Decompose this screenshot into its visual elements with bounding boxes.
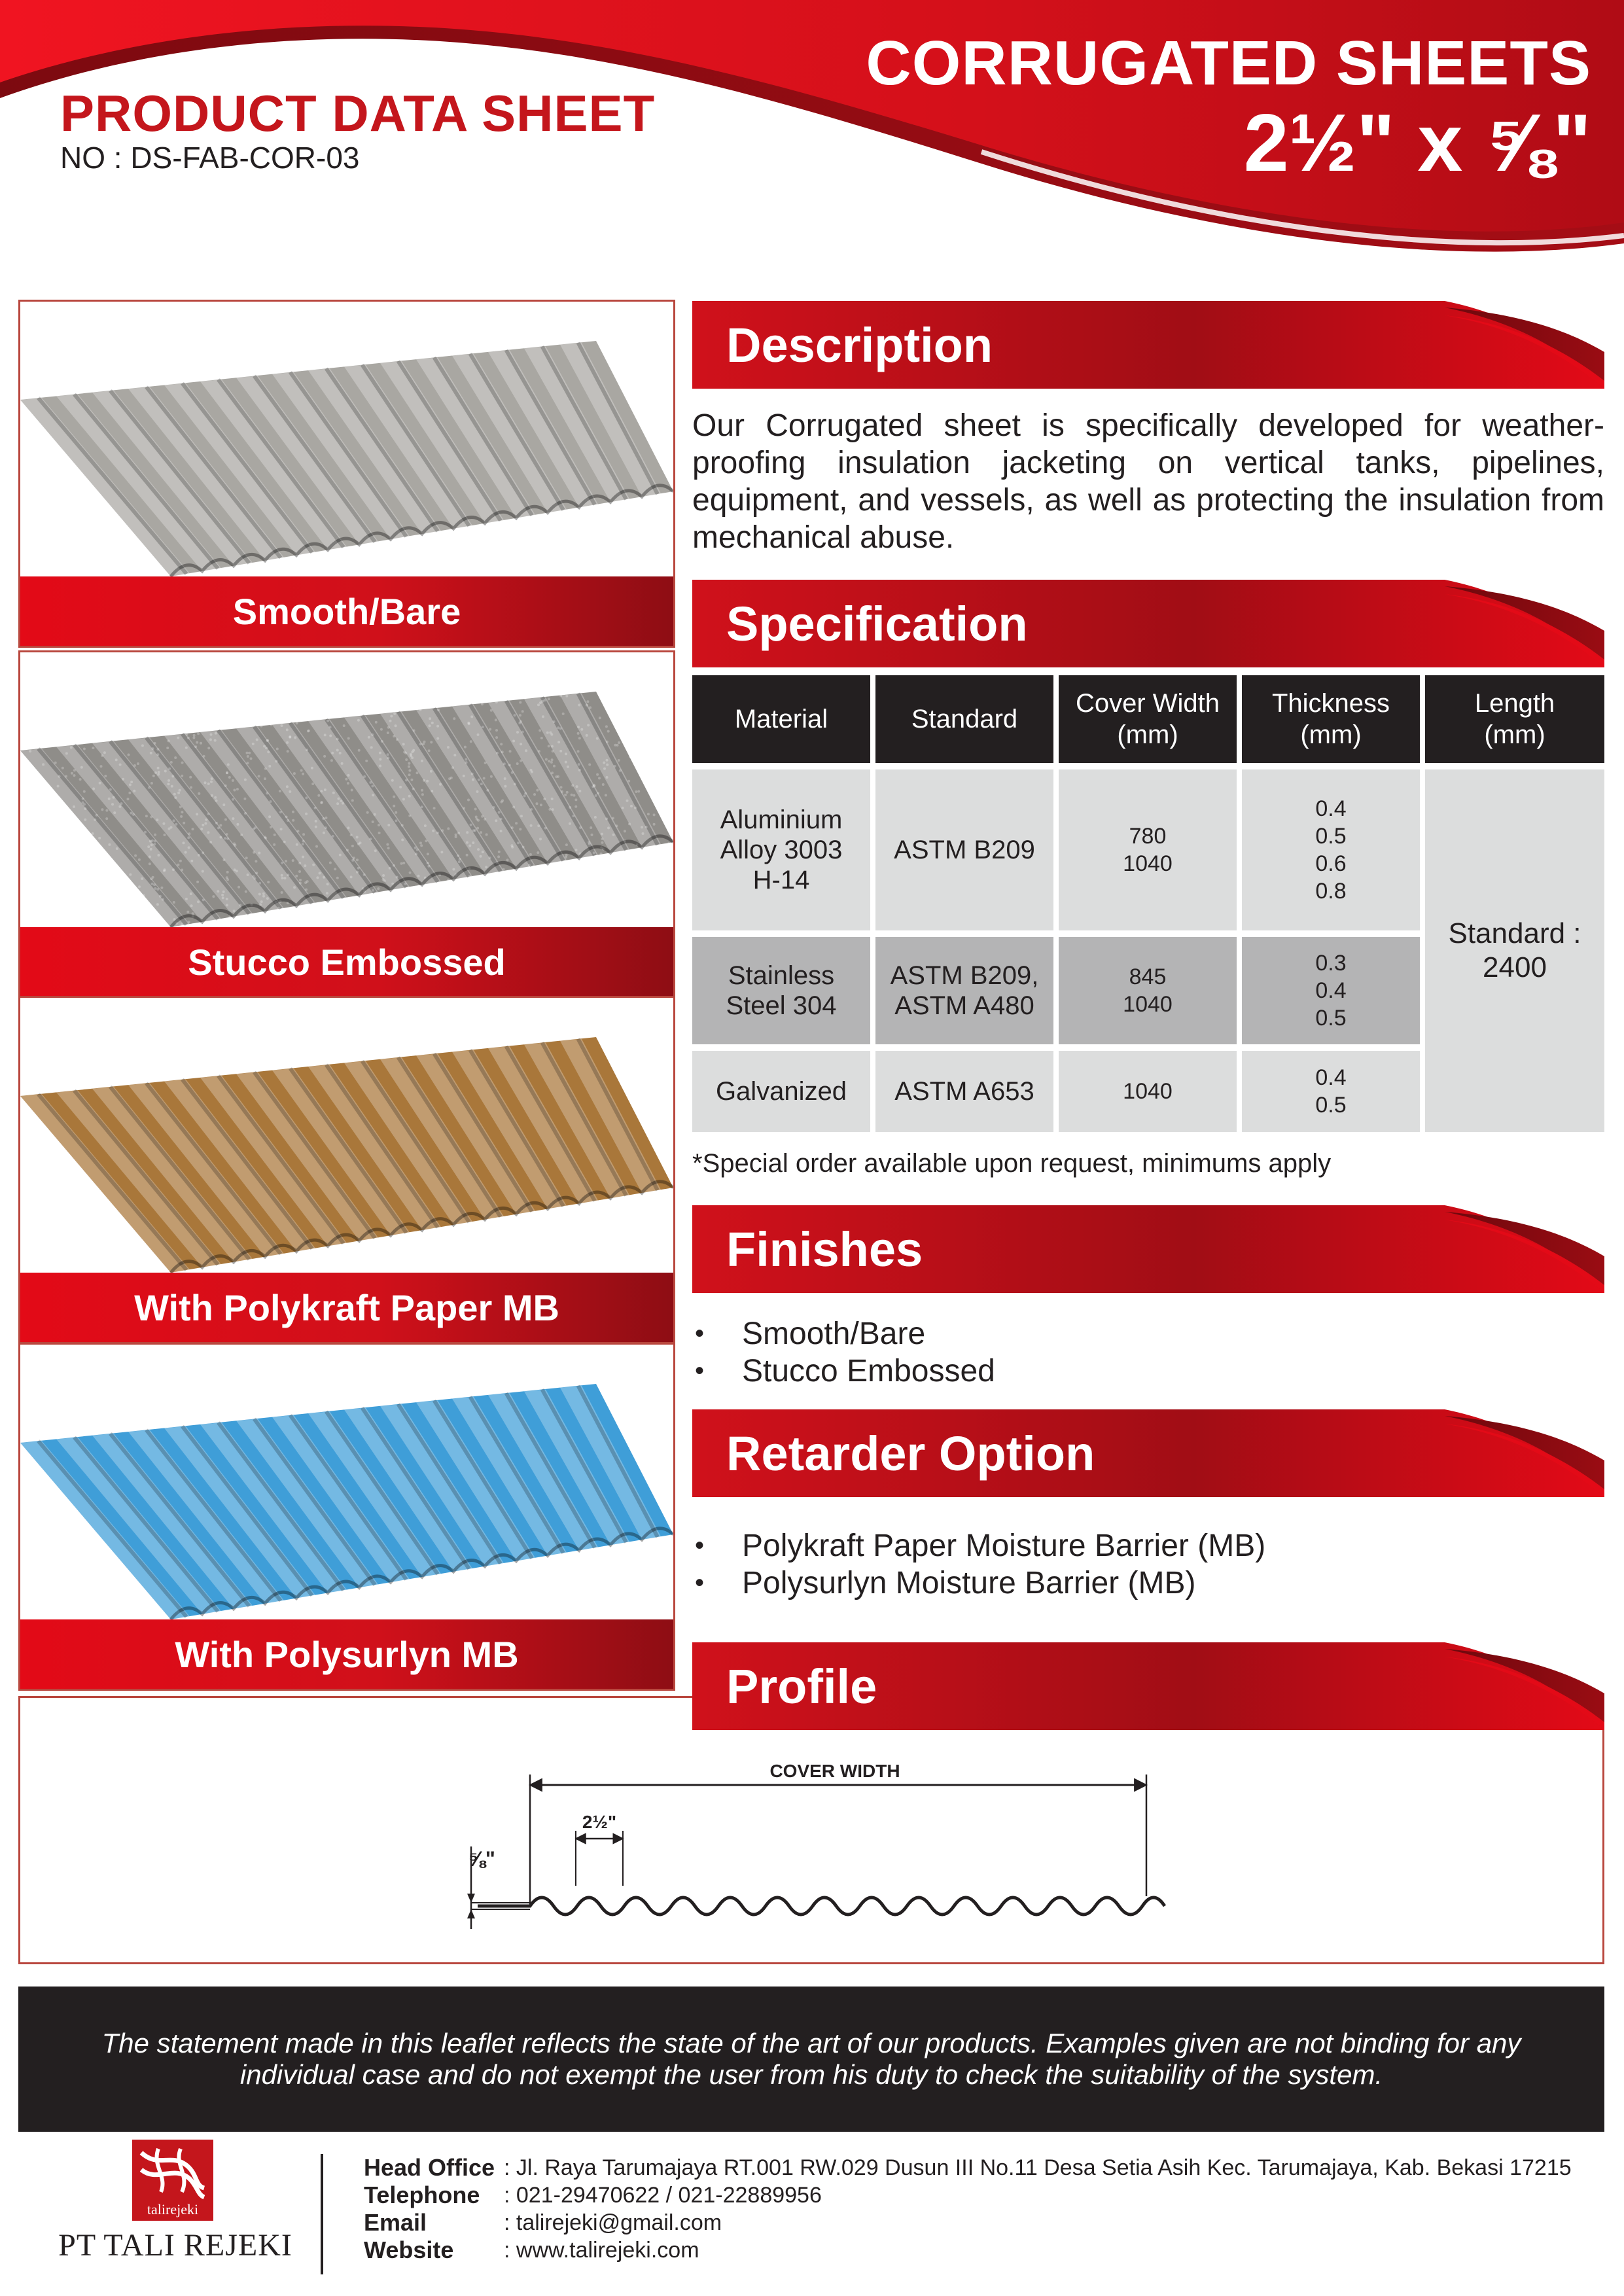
- special-order-note: *Special order available upon request, minimums apply: [692, 1149, 1332, 1178]
- depth-label: ⅝": [468, 1847, 495, 1871]
- card-caption: Smooth/Bare: [20, 576, 673, 646]
- cell-material: Stainless Steel 304: [692, 937, 870, 1044]
- card-caption: With Polysurlyn MB: [20, 1619, 673, 1689]
- polykraft-sheet-image: [20, 998, 673, 1273]
- cell-cover-width: 780 1040: [1059, 769, 1237, 930]
- logo-text: talirejeki: [147, 2201, 199, 2217]
- cell-thickness: 0.3 0.4 0.5: [1242, 937, 1420, 1044]
- contact-row-head-office: [364, 2154, 1607, 2181]
- product-card-polysurlyn: [18, 1343, 675, 1691]
- cell-thickness: 0.4 0.5 0.6 0.8: [1242, 769, 1420, 930]
- contact-row-telephone: [364, 2181, 1607, 2209]
- contact-value[interactable]: : www.talirejeki.com: [504, 2238, 699, 2263]
- product-size: 2½" x ⅝": [1243, 98, 1591, 188]
- contact-label: Email: [364, 2209, 427, 2236]
- contact-value: : 021-29470622 / 021-22889956: [504, 2183, 822, 2208]
- specification-banner: [692, 580, 1604, 667]
- description-text: Our Corrugated sheet is specifically developed for weather-proofing insulation jacketing on vertical tanks, pipelines, equipment, and vessels, as well as protecting the insulation from mechanical abuse.: [692, 408, 1604, 555]
- contact-row-website: [364, 2236, 1607, 2264]
- footer-divider: [321, 2154, 323, 2274]
- pitch-label: 2½": [582, 1812, 617, 1832]
- cover-width-label: COVER WIDTH: [769, 1761, 900, 1781]
- profile-diagram: [445, 1747, 1184, 1943]
- specification-heading: Specification: [726, 596, 1028, 651]
- contact-info: [364, 2154, 1607, 2264]
- list-item: • Smooth/Bare: [692, 1315, 1604, 1352]
- column-header-material: Material: [692, 675, 870, 763]
- corrugation-profile-line: [478, 1898, 1165, 1915]
- list-item: • Polykraft Paper Moisture Barrier (MB): [692, 1527, 1604, 1564]
- cell-standard: ASTM B209: [875, 769, 1053, 930]
- product-title: CORRUGATED SHEETS: [866, 28, 1591, 98]
- polysurlyn-sheet-image: [20, 1345, 673, 1619]
- cell-thickness: 0.4 0.5: [1242, 1051, 1420, 1132]
- cell-cover-width: 845 1040: [1059, 937, 1237, 1044]
- column-header-cover-width: Cover Width (mm): [1059, 675, 1237, 763]
- cell-standard: ASTM B209, ASTM A480: [875, 937, 1053, 1044]
- product-card-smooth: [18, 300, 675, 648]
- document-number: NO : DS-FAB-COR-03: [60, 141, 360, 175]
- card-caption: Stucco Embossed: [20, 927, 673, 997]
- cell-standard: ASTM A653: [875, 1051, 1053, 1132]
- retarder-banner: [692, 1409, 1604, 1497]
- contact-value[interactable]: : talirejeki@gmail.com: [504, 2210, 722, 2235]
- list-item: • Polysurlyn Moisture Barrier (MB): [692, 1564, 1604, 1602]
- profile-banner: [692, 1642, 1604, 1730]
- smooth-sheet-image: [20, 302, 673, 576]
- contact-value: : Jl. Raya Tarumajaya RT.001 RW.029 Dusun III No.11 Desa Setia Asih Kec. Tarumajaya, Kab. Bekasi 17215: [504, 2155, 1572, 2180]
- stucco-sheet-image: [20, 652, 673, 927]
- document-title: PRODUCT DATA SHEET: [60, 84, 656, 142]
- cell-length: Standard : 2400: [1425, 769, 1604, 1132]
- list-item: • Stucco Embossed: [692, 1352, 1604, 1390]
- contact-label: Head Office: [364, 2154, 495, 2181]
- contact-label: Website: [364, 2236, 454, 2263]
- company-logo: [132, 2140, 213, 2221]
- product-card-polykraft: [18, 996, 675, 1344]
- product-card-stucco: [18, 650, 675, 998]
- column-header-thickness: Thickness (mm): [1242, 675, 1420, 763]
- profile-heading: Profile: [726, 1659, 877, 1714]
- retarder-heading: Retarder Option: [726, 1426, 1095, 1481]
- cell-material: Galvanized: [692, 1051, 870, 1132]
- cell-cover-width: 1040: [1059, 1051, 1237, 1132]
- contact-label: Telephone: [364, 2181, 480, 2208]
- finishes-list: [692, 1315, 1604, 1390]
- retarder-list: [692, 1527, 1604, 1602]
- description-heading: Description: [726, 317, 993, 372]
- description-banner: [692, 301, 1604, 389]
- card-caption: With Polykraft Paper MB: [20, 1273, 673, 1342]
- cell-material: Aluminium Alloy 3003 H-14: [692, 769, 870, 930]
- disclaimer-text: The statement made in this leaflet reflects the state of the art of our products. Examples given are not binding for any individual case and do not exempt the user from his duty to check the suitability of the system.: [18, 1987, 1604, 2132]
- contact-row-email: [364, 2209, 1607, 2236]
- column-header-length: Length (mm): [1425, 675, 1604, 763]
- company-name: PT TALI REJEKI: [58, 2228, 292, 2263]
- column-header-standard: Standard: [875, 675, 1053, 763]
- finishes-heading: Finishes: [726, 1222, 923, 1277]
- finishes-banner: [692, 1205, 1604, 1293]
